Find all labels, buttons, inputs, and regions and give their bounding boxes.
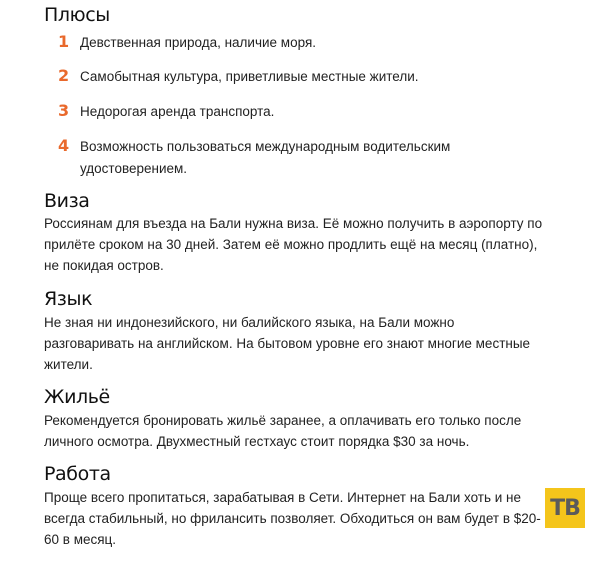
language-heading: Язык: [44, 288, 93, 310]
watermark-logo: ТВ: [545, 488, 585, 528]
visa-text: Россиянам для въезда на Бали нужна виза. Её можно получить в аэропорту по прилёте сроком на 30 дней. Затем её можно продлить ещё на месяц (платно), не покидая остров.: [44, 216, 543, 273]
housing-heading: Жильё: [44, 386, 110, 408]
pros-item-text: Возможность пользоваться международным водительским удостоверением.: [80, 139, 451, 176]
housing-text: Рекомендуется бронировать жильё заранее, а оплачивать его только после личного осмотра. Двухместный гестхаус стоит порядка $30 за ночь.: [44, 413, 522, 449]
pros-item-text: Самобытная культура, приветливые местные жители.: [80, 69, 419, 84]
pros-item-number: 2: [58, 66, 70, 85]
pros-heading: Плюсы: [44, 4, 110, 26]
visa-heading: Виза: [44, 190, 90, 212]
pros-item-text: Недорогая аренда транспорта.: [80, 104, 275, 119]
pros-item-number: 3: [58, 101, 70, 120]
pros-item-text: Девственная природа, наличие моря.: [80, 35, 316, 50]
work-text: Проще всего пропитаться, зарабатывая в Сети. Интернет на Бали хоть и не всегда стабильный, но фрилансить позволяет. Обходиться он вам будет в $20-60 в месяц.: [44, 490, 541, 547]
work-heading: Работа: [44, 463, 111, 485]
pros-item-number: 1: [58, 32, 70, 51]
pros-item-number: 4: [58, 136, 70, 155]
language-text: Не зная ни индонезийского, ни балийского языка, на Бали можно разговаривать на английском. На бытовом уровне его знают многие местные жители.: [44, 315, 531, 372]
